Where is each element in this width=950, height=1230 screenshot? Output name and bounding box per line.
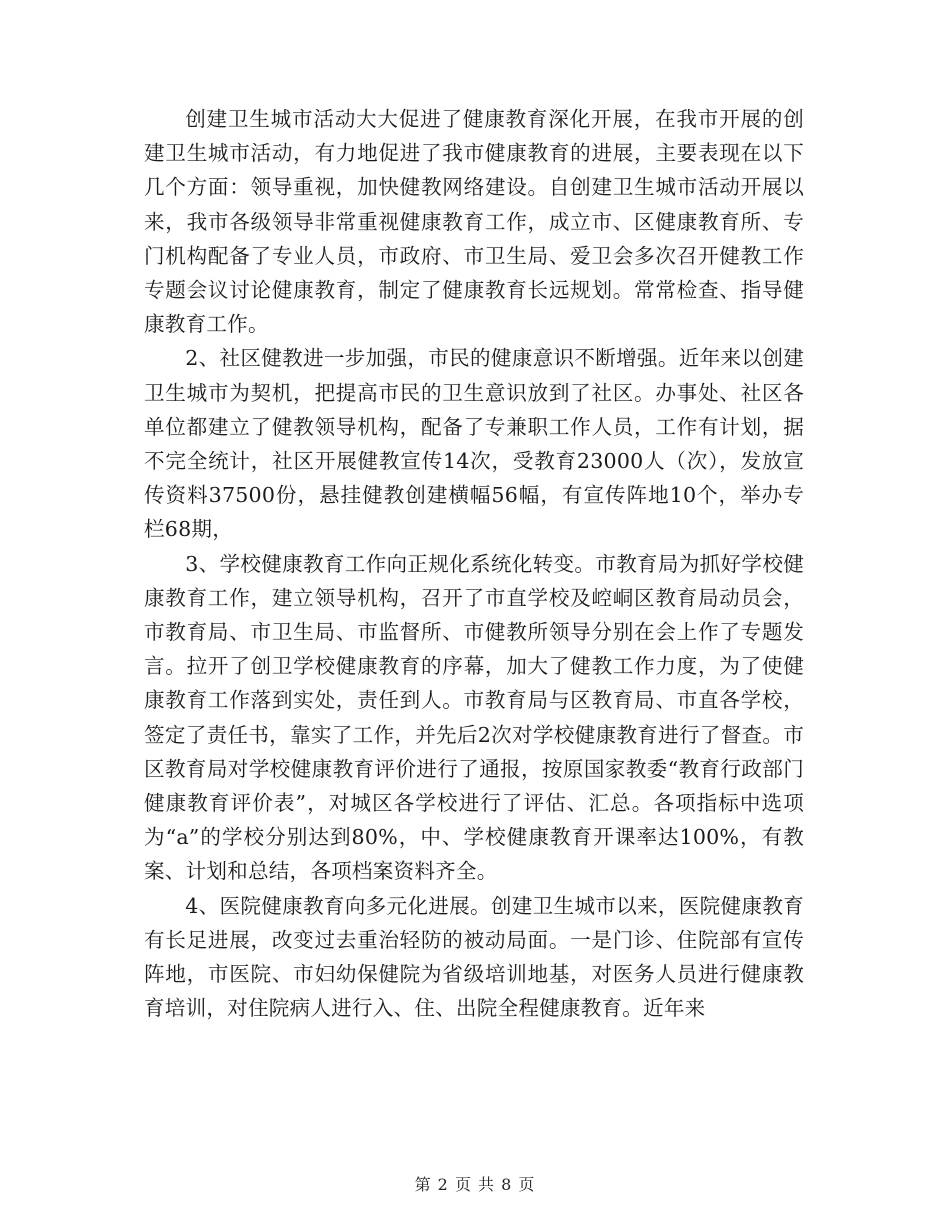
paragraph-community: 2、社区健教进一步加强，市民的健康意识不断增强。近年来以创建卫生城市为契机，把提高市民的卫生意识放到了社区。办事处、社区各单位都建立了健教领导机构，配备了专兼职工作人员，工作有计划，据不完全统计，社区开展健教宣传14次，受教育23000人（次），发放宣传资料37500份，悬挂健教创建横幅56幅，有宣传阵地10个，举办专栏68期， <box>144 346 804 542</box>
paragraph-hospital: 4、医院健康教育向多元化进展。创建卫生城市以来，医院健康教育有长足进展，改变过去重治轻防的被动局面。一是门诊、住院部有宣传阵地，市医院、市妇幼保健院为省级培训地基，对医务人员进行健康教育培训，对住院病人进行入、住、出院全程健康教育。近年来 <box>144 893 804 1021</box>
page-number-label: 第 2 页 共 8 页 <box>414 1175 536 1194</box>
document-body <box>144 102 804 1025</box>
paragraph-intro: 创建卫生城市活动大大促进了健康教育深化开展，在我市开展的创建卫生城市活动，有力地促进了我市健康教育的进展，主要表现在以下几个方面：领导重视，加快健教网络建设。自创建卫生城市活动开展以来，我市各级领导非常重视健康教育工作，成立市、区健康教育所、专门机构配备了专业人员，市政府、市卫生局、爱卫会多次召开健教工作专题会议讨论健康教育，制定了健康教育长远规划。常常检查、指导健康教育工作。 <box>144 107 804 337</box>
page-footer <box>0 1172 950 1195</box>
paragraph-school: 3、学校健康教育工作向正规化系统化转变。市教育局为抓好学校健康教育工作，建立领导机构，召开了市直学校及崆峒区教育局动员会，市教育局、市卫生局、市监督所、市健教所领导分别在会上作了专题发言。拉开了创卫学校健康教育的序幕，加大了健教工作力度，为了使健康教育工作落到实处，责任到人。市教育局与区教育局、市直各学校，签定了责任书，靠实了工作，并先后2次对学校健康教育进行了督查。市区教育局对学校健康教育评价进行了通报，按原国家教委“教育行政部门健康教育评价表”，对城区各学校进行了评估、汇总。各项指标中选项为“a”的学校分别达到80%，中、学校健康教育开课率达100%，有教案、计划和总结，各项档案资料齐全。 <box>144 551 804 884</box>
